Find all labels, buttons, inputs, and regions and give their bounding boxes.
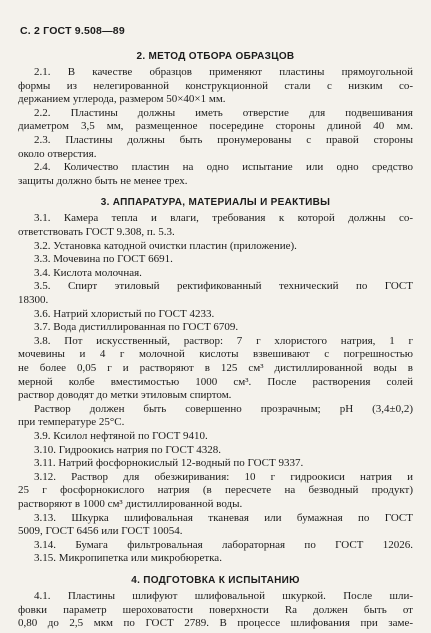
text-line: формы из нелегированной конструкционной стали с низким со- — [18, 79, 413, 92]
text-line: 18300. — [18, 294, 49, 306]
page-header: С. 2 ГОСТ 9.508—89 — [20, 25, 125, 37]
text-line: 3.15. Микропипетка или микробюретка. — [34, 552, 222, 565]
text-line: 5009, ГОСТ 6456 или ГОСТ 10054. — [18, 525, 183, 538]
text-line: 3.12. Раствор для обезжиривания: 10 г гидроокиси натрия и — [34, 470, 413, 483]
text-line: не более 0,05 г и растворяют в 125 см³ дистиллированной воды в — [18, 362, 413, 374]
text-line: 25 г фосфорнокислого натрия (в пересчете на безводный продукт) — [18, 484, 413, 497]
text-line: 2.4. Количество пластин на одно испытание или одно средство — [34, 161, 413, 174]
text-line: 3.13. Шкурка шлифовальная тканевая или бумажная по ГОСТ — [34, 511, 413, 524]
text-line: 3.1. Камера тепла и влаги, требования к которой должны со- — [34, 212, 413, 225]
text-line: 3.4. Кислота молочная. — [34, 266, 142, 279]
text-line: ответствовать ГОСТ 9.308, п. 5.3. — [18, 226, 175, 238]
text-line: около отверстия. — [18, 147, 97, 160]
text-line: 3.2. Установка катодной очистки пластин (приложение). — [34, 239, 297, 252]
text-line: 3.8. Пот искусственный, раствор: 7 г хлористого натрия, 1 г — [34, 334, 413, 347]
text-line: 0,80 до 2,5 мкм по ГОСТ 2789. В процессе шлифования при заме- — [18, 617, 413, 630]
text-line: 3.6. Натрий хлористый по ГОСТ 4233. — [34, 307, 215, 320]
text-line: раствор доводят до метки этиловым спиртом. — [18, 389, 232, 402]
text-line: 3.10. Гидроокись натрия по ГОСТ 4328. — [34, 443, 222, 456]
text-line: диаметром 3,5 мм, размещенное посередине стороны длиной 40 мм. — [18, 120, 413, 133]
section-title: 4. ПОДГОТОВКА К ИСПЫТАНИЮ — [131, 575, 300, 586]
text-line: 4.1. Пластины шлифуют шлифовальной шкуркой. После шли- — [34, 590, 413, 602]
text-line: 2.2. Пластины должны иметь отверстие для подвешивания — [34, 106, 413, 119]
text-line: 3.11. Натрий фосфорнокислый 12-водный по ГОСТ 9337. — [34, 457, 304, 470]
text-line: мерной колбе вместимостью 1000 см³. После растворения солей — [18, 375, 413, 388]
text-line: 2.3. Пластины должны быть пронумерованы с правой стороны — [34, 134, 413, 146]
text-line: защиты должно быть не менее трех. — [18, 174, 188, 187]
text-line: 3.7. Вода дистиллированная по ГОСТ 6709. — [34, 321, 239, 334]
text-line: держанием углерода, размером 50×40×1 мм. — [18, 93, 226, 106]
section-title: 3. АППАРАТУРА, МАТЕРИАЛЫ И РЕАКТИВЫ — [100, 197, 331, 209]
text-line: 3.14. Бумага фильтровальная лабораторная по ГОСТ 12026. — [34, 538, 413, 551]
text-line: мочевины и 4 г молочной кислоты взвешивают с погрешностью — [18, 348, 413, 361]
text-line: растворяют в 1000 см³ дистиллированной воды. — [18, 498, 243, 510]
text-line: Раствор должен быть совершенно прозрачным; pH (3,4±0,2) — [34, 402, 413, 415]
text-line: фовки параметр шероховатости поверхности Ra должен быть от — [18, 603, 413, 616]
text-line: 2.1. В качестве образцов применяют пластины прямоугольной — [34, 66, 413, 78]
text-line: 3.9. Ксилол нефтяной по ГОСТ 9410. — [34, 430, 208, 442]
text-line: 3.5. Спирт этиловый ректификованный технический по ГОСТ — [34, 280, 413, 293]
section-title: 2. МЕТОД ОТБОРА ОБРАЗЦОВ — [136, 51, 295, 62]
text-line: при температуре 25°С. — [18, 416, 125, 429]
text-line: 3.3. Мочевина по ГОСТ 6691. — [34, 253, 173, 266]
